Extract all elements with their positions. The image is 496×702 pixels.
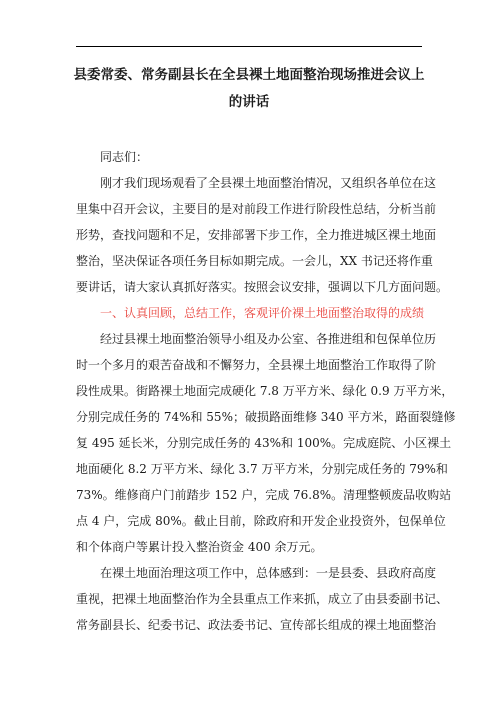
paragraph2-line: 经过县裸土地面整治领导小组及办公室、各推进组和包保单位历 [100, 332, 437, 346]
paragraph2-line: 复 495 延长米，分别完成任务的 43%和 100%。完成庭院、小区裸土 [76, 436, 452, 450]
section1-heading: 一、认真回顾，总结工作，客观评价裸土地面整治取得的成绩 [100, 306, 425, 320]
document-title-line1: 县委常委、常务副县长在全县裸土地面整治现场推进会议上 [73, 67, 425, 83]
paragraph3-line: 在裸土地面治理这项工作中，总体感到：一是县委、县政府高度 [100, 566, 437, 580]
paragraph1-line: 里集中召开会议，主要目的是对前段工作进行阶段性总结，分析当前 [76, 202, 437, 216]
salutation: 同志们： [100, 150, 149, 164]
paragraph2-line: 点 4 户，完成 80%。截止目前，除政府和开发企业投资外，包保单位 [76, 514, 446, 528]
paragraph1-line: 形势，查找问题和不足，安排部署下步工作，全力推进城区裸土地面 [76, 228, 437, 242]
document-title-line2: 的讲话 [228, 94, 270, 110]
paragraph2-line: 段性成果。街路裸土地面完成硬化 7.8 万平方米、绿化 0.9 万平方米， [76, 384, 454, 398]
paragraph1-line: 要讲话，请大家认真抓好落实。按照会议安排，强调以下几方面问题。 [76, 280, 449, 294]
paragraph1-line: 整治，坚决保证各项任务目标如期完成。一会儿，XX 书记还将作重 [76, 254, 433, 268]
paragraph3-line: 常务副县长、纪委书记、政法委书记、宣传部长组成的裸土地面整治 [76, 618, 437, 632]
paragraph2-line: 时一个多月的艰苦奋战和不懈努力，全县裸土地面整治工作取得了阶 [76, 358, 437, 372]
paragraph2-line: 和个体商户等累计投入整治资金 400 余万元。 [76, 540, 323, 554]
paragraph1-line: 刚才我们现场观看了全县裸土地面整治情况，又组织各单位在这 [100, 176, 437, 190]
paragraph3-line: 重视，把裸土地面整治作为全县重点工作来抓，成立了由县委副书记、 [76, 592, 449, 606]
paragraph2-line: 73%。维修商户门前踏步 152 户，完成 76.8%。清理整顿废品收购站 [76, 488, 452, 502]
paragraph2-line: 分别完成任务的 74%和 55%；破损路面维修 340 平方米，路面裂缝修 [76, 410, 456, 424]
paragraph2-line: 地面硬化 8.2 万平方米、绿化 3.7 万平方米，分别完成任务的 79%和 [76, 462, 448, 476]
header-rule [76, 46, 422, 47]
